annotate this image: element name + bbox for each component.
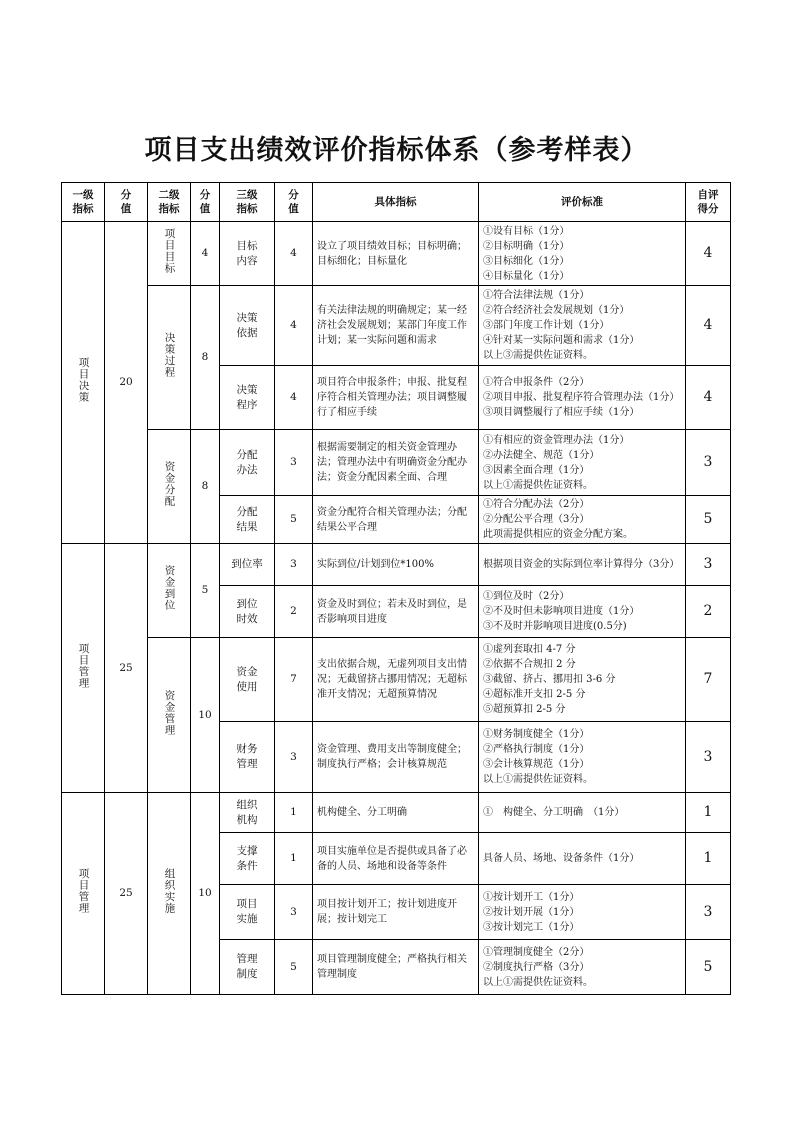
table-row [62,544,731,586]
l3-cell: 资金 使用 [220,638,275,722]
desc-cell: 项目管理制度健全；严格执行相关管理制度 [313,940,479,995]
l2-cell: 项目目标 [148,222,191,286]
l3-score-cell: 2 [275,586,313,638]
std-cell: ① 构健全、分工明确 （1分） [479,793,686,833]
desc-cell: 实际到位/计划到位*100% [313,544,479,586]
l3-score-cell: 1 [275,793,313,833]
table-row [62,286,731,366]
desc-cell: 有关法律法规的明确规定；某一经济社会发展规划；某部门年度工作计划；某一实际问题和需求 [313,286,479,366]
desc-cell: 项目符合申报条件；申报、批复程序符合相关管理办法；项目调整履行了相应手续 [313,366,479,430]
self-score-cell: 3 [686,430,731,496]
std-cell: 具备人员、场地、设备条件（1分） [479,833,686,885]
desc-cell: 项目按计划开工；按计划进度开展；按计划完工 [313,885,479,940]
table-row [62,430,731,496]
document-title: 项目支出绩效评价指标体系（参考样表） [144,135,649,166]
header-desc: 具体指标 [313,183,479,222]
desc-cell: 支出依据合规，无虚列项目支出情况；无截留挤占挪用情况；无超标准开支情况；无超预算情况 [313,638,479,722]
header-l3-score: 分 值 [275,183,313,222]
header-row [62,183,731,222]
header-l2: 二级 指标 [148,183,191,222]
l3-score-cell: 4 [275,222,313,286]
l2-cell: 资金到位 [148,544,191,638]
desc-cell: 机构健全、分工明确 [313,793,479,833]
header-l3: 三级 指标 [220,183,275,222]
l2-cell: 决策过程 [148,286,191,430]
l3-score-cell: 5 [275,496,313,544]
desc-cell: 项目实施单位是否提供或具备了必备的人员、场地和设备等条件 [313,833,479,885]
l2-score-cell: 4 [191,222,220,286]
l2-score-cell: 10 [191,638,220,793]
l3-cell: 决策 程序 [220,366,275,430]
std-cell: ①符合法律法规（1分） ②符合经济社会发展规划（1分） ③部门年度工作计划（1分） ④针对某一实际问题和需求（1分） 以上③需提供佐证资料。 [479,286,686,366]
self-score-cell: 3 [686,885,731,940]
l3-score-cell: 3 [275,885,313,940]
l3-score-cell: 7 [275,638,313,722]
l3-cell: 决策 依据 [220,286,275,366]
desc-cell: 资金管理、费用支出等制度健全；制度执行严格；会计核算规范 [313,722,479,793]
self-score-cell: 1 [686,833,731,885]
self-score-cell: 5 [686,496,731,544]
std-cell: ①符合申报条件（2分） ②项目申报、批复程序符合管理办法（1分） ③项目调整履行了相应手续（1分） [479,366,686,430]
l1-cell: 项目管理 [62,793,105,995]
l3-cell: 组织 机构 [220,793,275,833]
l2-score-cell: 5 [191,544,220,638]
l2-score-cell: 8 [191,430,220,544]
std-cell: ①按计划开工（1分） ②按计划开展（1分） ③按计划完工（1分） [479,885,686,940]
desc-cell: 资金及时到位；若未及时到位，是否影响项目进度 [313,586,479,638]
header-l1-score: 分 值 [105,183,148,222]
l3-cell: 分配 办法 [220,430,275,496]
self-score-cell: 4 [686,222,731,286]
self-score-cell: 2 [686,586,731,638]
l3-cell: 项目 实施 [220,885,275,940]
std-cell: 根据项目资金的实际到位率计算得分（3分） [479,544,686,586]
l1-score-cell: 25 [105,793,148,995]
l3-score-cell: 4 [275,286,313,366]
self-score-cell: 4 [686,286,731,366]
l2-cell: 资金分配 [148,430,191,544]
std-cell: ①管理制度健全（2分） ②制度执行严格（3分） 以上①需提供佐证资料。 [479,940,686,995]
std-cell: ①符合分配办法（2分） ②分配公平合理（3分） 此项需提供相应的资金分配方案。 [479,496,686,544]
header-self: 自评 得分 [686,183,731,222]
l2-score-cell: 8 [191,286,220,430]
l3-score-cell: 3 [275,544,313,586]
desc-cell: 根据需要制定的相关资金管理办法；管理办法中有明确资金分配办法；资金分配因素全面、合理 [313,430,479,496]
l3-score-cell: 1 [275,833,313,885]
self-score-cell: 1 [686,793,731,833]
l3-score-cell: 4 [275,366,313,430]
l1-score-cell: 25 [105,544,148,793]
l2-cell: 资金管理 [148,638,191,793]
std-cell: ①有相应的资金管理办法（1分） ②办法健全、规范（1分） ③因素全面合理（1分） 以上①需提供佐证资料。 [479,430,686,496]
l1-score-cell: 20 [105,222,148,544]
self-score-cell: 7 [686,638,731,722]
l3-cell: 目标 内容 [220,222,275,286]
l2-score-cell: 10 [191,793,220,995]
table-row [62,638,731,722]
l3-cell: 到位 时效 [220,586,275,638]
l2-cell: 组织实施 [148,793,191,995]
self-score-cell: 3 [686,544,731,586]
l1-cell: 项目决策 [62,222,105,544]
table-row [62,793,731,833]
l3-cell: 到位率 [220,544,275,586]
desc-cell: 资金分配符合相关管理办法；分配结果公平合理 [313,496,479,544]
l3-cell: 支撑 条件 [220,833,275,885]
header-l1: 一级 指标 [62,183,105,222]
self-score-cell: 4 [686,366,731,430]
l1-cell: 项目管理 [62,544,105,793]
std-cell: ①财务制度健全（1分） ②严格执行制度（1分） ③会计核算规范（1分） 以上①需提供佐证资料。 [479,722,686,793]
l3-cell: 分配 结果 [220,496,275,544]
std-cell: ①设有目标（1分） ②目标明确（1分） ③目标细化（1分） ④目标量化（1分） [479,222,686,286]
table-row [62,222,731,286]
l3-score-cell: 3 [275,722,313,793]
l3-cell: 管理 制度 [220,940,275,995]
l3-score-cell: 3 [275,430,313,496]
self-score-cell: 3 [686,722,731,793]
std-cell: ①虚列套取扣 4-7 分 ②依据不合规扣 2 分 ③截留、挤占、挪用扣 3-6 分 ④超标准开支扣 2-5 分 ⑤超预算扣 2-5 分 [479,638,686,722]
header-l2-score: 分 值 [191,183,220,222]
std-cell: ①到位及时（2分） ②不及时但未影响项目进度（1分） ③不及时并影响项目进度(0.5分) [479,586,686,638]
desc-cell: 设立了项目绩效目标；目标明确；目标细化；目标量化 [313,222,479,286]
evaluation-table [61,182,731,995]
self-score-cell: 5 [686,940,731,995]
l3-score-cell: 5 [275,940,313,995]
l3-cell: 财务 管理 [220,722,275,793]
header-std: 评价标准 [479,183,686,222]
